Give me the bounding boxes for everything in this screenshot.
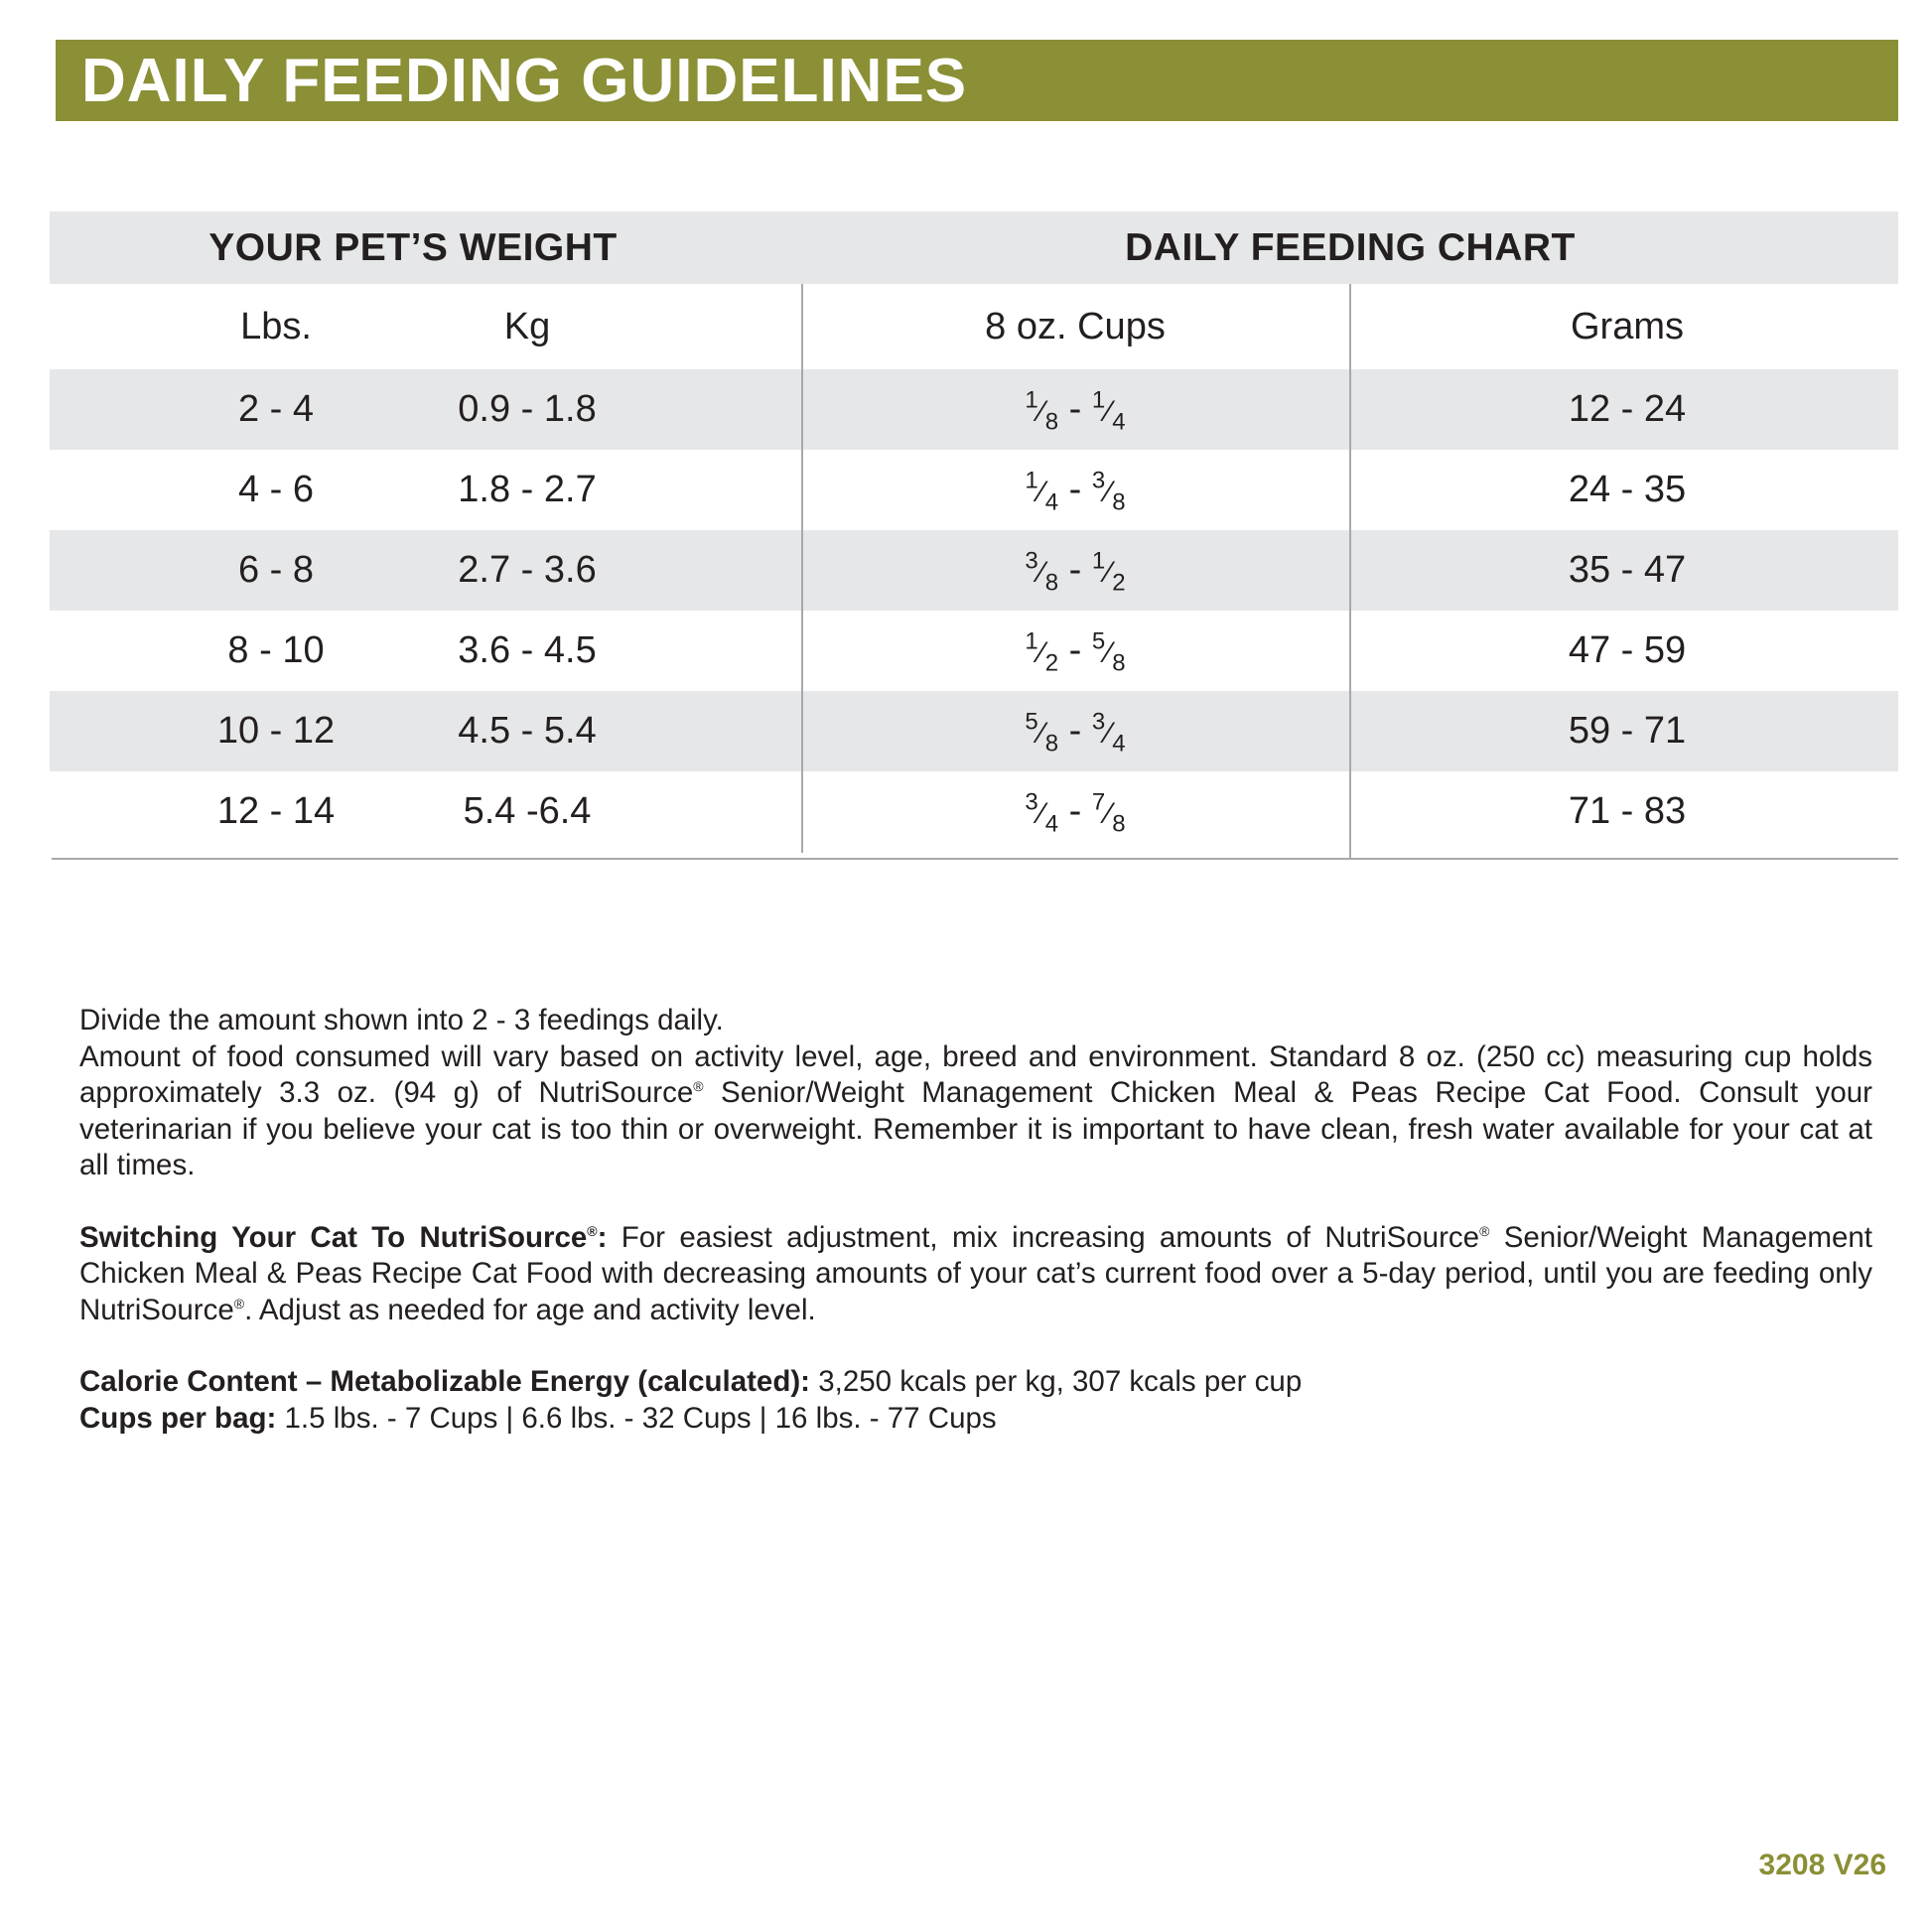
- col-header-grams: Grams: [1571, 305, 1684, 347]
- cell-kg: 0.9 - 1.8: [458, 388, 597, 430]
- note-calorie: Calorie Content – Metabolizable Energy (calculated): 3,250 kcals per kg, 307 kcals per cup: [79, 1365, 1303, 1398]
- cell-cups: $^1⁄_2$ - $^5⁄_8$: [1025, 627, 1126, 677]
- cups-min-denominator: 2: [1044, 649, 1059, 677]
- note-amount: Amount of food consumed will vary based on activity level, age, breed and environment. Standard 8 oz. (250 cc) measuring cup holds approximately 3.3 oz. (94 g) of NutriSource® Senior/Weight Management Chicken Meal & Peas Recipe Cat Food. Consult your veterinarian if you believe your cat is too thin or overweight. Remember it is important to have clean, fresh water available for your cat at all times.: [79, 1039, 1873, 1181]
- chart-group-heading: DAILY FEEDING CHART: [1125, 225, 1576, 269]
- col-header-kg: Kg: [503, 305, 551, 347]
- cups-min-numerator: 1: [1025, 386, 1038, 414]
- col-header-lbs: Lbs.: [240, 305, 312, 347]
- cups-min-numerator: 3: [1025, 788, 1038, 816]
- title-banner: [56, 40, 1898, 121]
- cups-min-numerator: 5: [1025, 708, 1038, 736]
- cups-min-denominator: 4: [1044, 810, 1059, 838]
- cell-kg: 2.7 - 3.6: [458, 549, 597, 591]
- table-column-header: [50, 284, 1898, 369]
- cups-max-numerator: 3: [1091, 708, 1106, 736]
- cell-kg: 1.8 - 2.7: [458, 469, 597, 510]
- cups-max-denominator: 4: [1112, 730, 1126, 758]
- cell-lbs: 12 - 14: [216, 790, 336, 832]
- page-title: DAILY FEEDING GUIDELINES: [81, 46, 968, 115]
- note-switching: Switching Your Cat To NutriSource®: For easiest adjustment, mix increasing amounts of NutriSource® Senior/Weight Management Chicken Meal & Peas Recipe Cat Food with decreasing amounts of your cat’s current food over a 5-day period, until you are feeding only NutriSource®. Adjust as needed for age and activity level.: [79, 1220, 1872, 1326]
- col-header-cups: 8 oz. Cups: [985, 305, 1166, 347]
- table-row: [50, 771, 1898, 852]
- cups-min-numerator: 1: [1025, 627, 1038, 655]
- cell-cups: $^5⁄_8$ - $^3⁄_4$: [1025, 708, 1126, 758]
- cups-min-denominator: 8: [1044, 730, 1059, 758]
- table-row: [50, 450, 1898, 530]
- cups-max-denominator: 8: [1112, 649, 1126, 677]
- cups-min-denominator: 8: [1044, 569, 1059, 597]
- weight-group-heading: YOUR PET’S WEIGHT: [208, 225, 618, 269]
- cell-lbs: 6 - 8: [237, 549, 315, 591]
- cell-grams: 59 - 71: [1568, 710, 1687, 752]
- cell-lbs: 4 - 6: [237, 469, 315, 510]
- cell-grams: 71 - 83: [1568, 790, 1687, 832]
- note-divide: Divide the amount shown into 2 - 3 feedings daily.: [79, 1004, 724, 1036]
- table-row: [50, 530, 1898, 611]
- table-group-header: [50, 211, 1898, 284]
- cell-kg: 3.6 - 4.5: [458, 629, 597, 671]
- cups-min-numerator: 3: [1025, 547, 1038, 575]
- cups-min-denominator: 8: [1044, 408, 1059, 436]
- cups-max-numerator: 3: [1091, 467, 1106, 494]
- cell-cups: $^3⁄_4$ - $^7⁄_8$: [1025, 788, 1126, 838]
- cell-lbs: 2 - 4: [237, 388, 315, 430]
- cups-max-denominator: 8: [1112, 810, 1126, 838]
- cups-max-numerator: 7: [1091, 788, 1106, 816]
- table-row: [50, 691, 1898, 771]
- cell-cups: $^1⁄_4$ - $^3⁄_8$: [1025, 467, 1126, 516]
- table-row: [50, 611, 1898, 691]
- cell-cups: $^3⁄_8$ - $^1⁄_2$: [1025, 547, 1126, 597]
- note-cups-per-bag: Cups per bag: 1.5 lbs. - 7 Cups | 6.6 lbs. - 32 Cups | 16 lbs. - 77 Cups: [79, 1401, 997, 1435]
- cell-lbs: 8 - 10: [227, 629, 325, 671]
- feeding-table: [50, 211, 1898, 852]
- cell-lbs: 10 - 12: [216, 710, 336, 752]
- feeding-notes: [79, 1003, 1872, 1437]
- cell-kg: 4.5 - 5.4: [458, 710, 597, 752]
- cups-max-numerator: 1: [1091, 386, 1106, 414]
- cell-kg: 5.4 -6.4: [463, 790, 592, 832]
- product-code: 3208 V26: [1758, 1849, 1886, 1881]
- cups-min-numerator: 1: [1025, 467, 1038, 494]
- cell-grams: 24 - 35: [1568, 469, 1687, 510]
- column-divider: [801, 284, 803, 853]
- cell-grams: 47 - 59: [1568, 629, 1687, 671]
- cups-max-denominator: 2: [1112, 569, 1126, 597]
- cell-grams: 35 - 47: [1568, 549, 1687, 591]
- cell-grams: 12 - 24: [1568, 388, 1687, 430]
- cell-cups: $^1⁄_8$ - $^1⁄_4$: [1025, 386, 1126, 436]
- table-row: [50, 369, 1898, 450]
- table-bottom-rule: [52, 858, 1898, 860]
- cups-max-numerator: 5: [1091, 627, 1106, 655]
- cups-max-denominator: 8: [1112, 488, 1126, 516]
- column-divider: [1349, 284, 1351, 858]
- cups-max-denominator: 4: [1112, 408, 1126, 436]
- cups-max-numerator: 1: [1091, 547, 1106, 575]
- cups-min-denominator: 4: [1044, 488, 1059, 516]
